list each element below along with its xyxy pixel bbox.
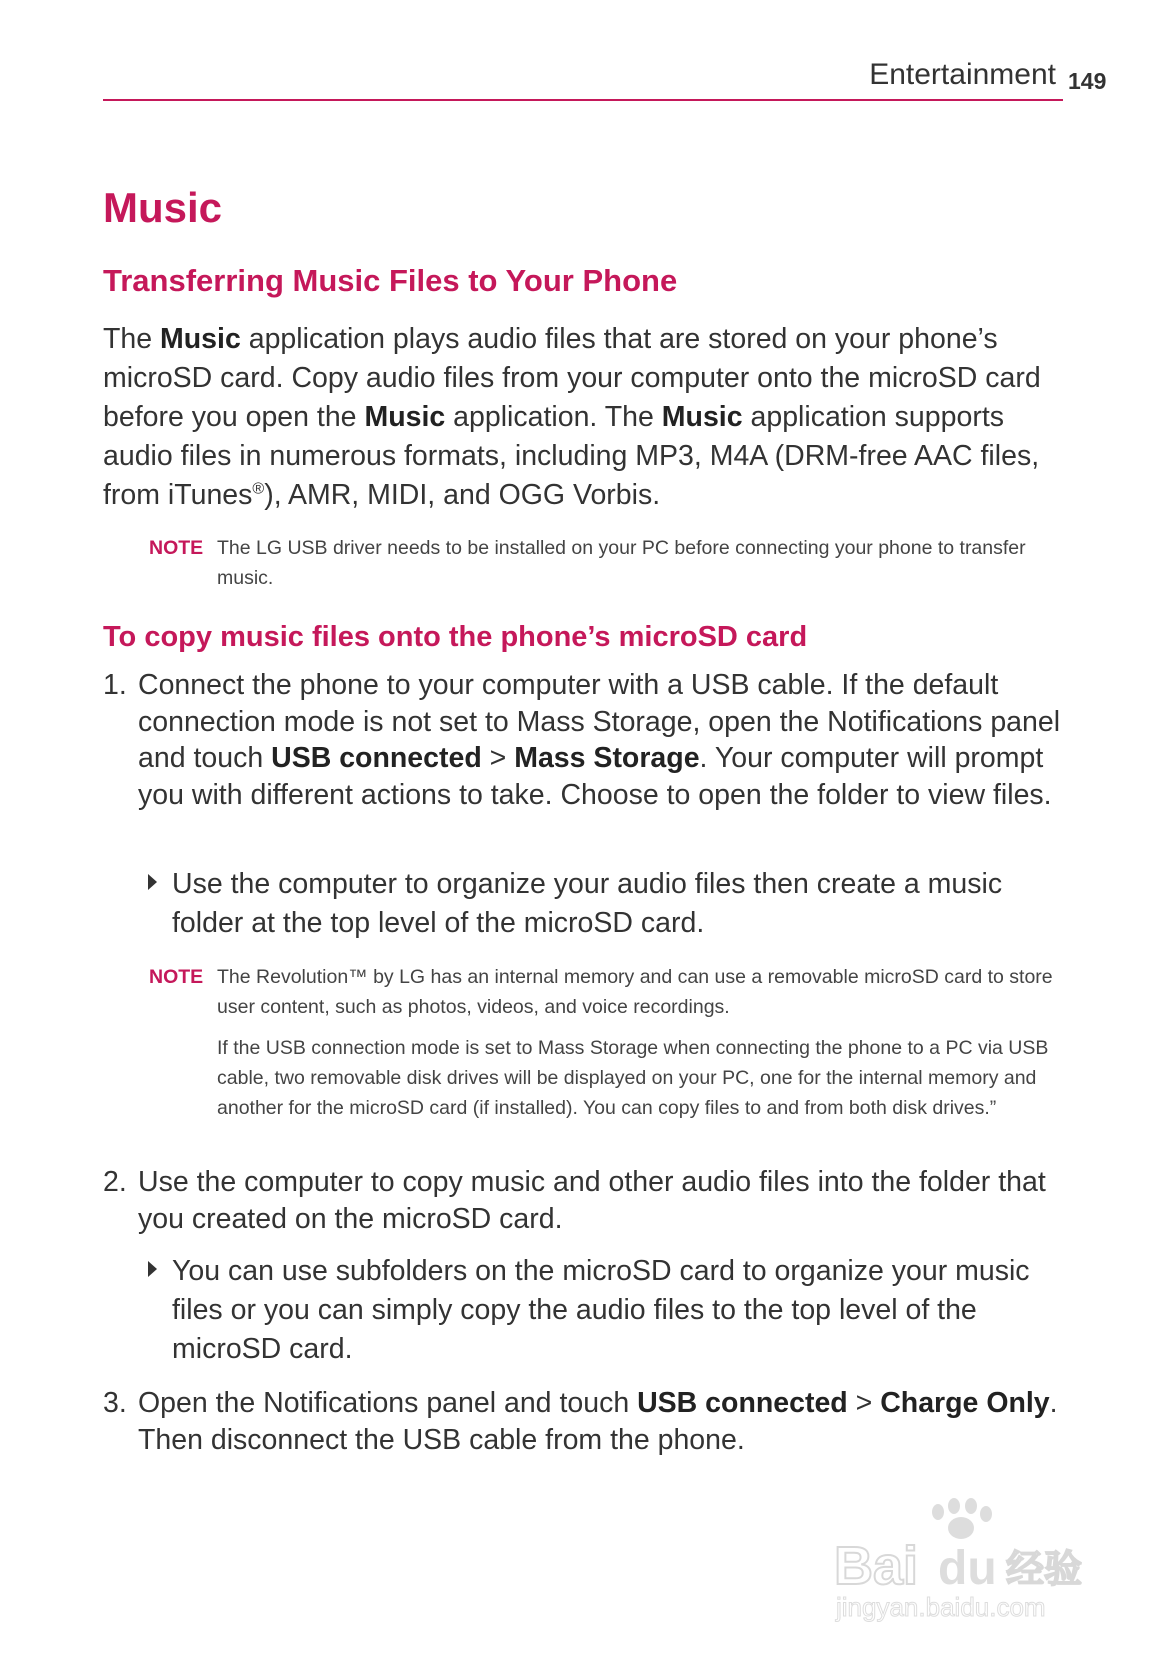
note-text-extra: If the USB connection mode is set to Mass Storage when connecting the phone to a PC via USB cable, two removable disk drives will be displayed on your PC, one for the internal memory and another for the microSD card (if installed). You can copy files to and from both disk drives.” bbox=[217, 1037, 1049, 1119]
step-number: 1. bbox=[103, 669, 127, 701]
note-text: The LG USB driver needs to be installed on your PC before connecting your phone to transfer music. bbox=[217, 537, 1026, 589]
step-number: 2. bbox=[103, 1166, 127, 1198]
section-heading: Transferring Music Files to Your Phone bbox=[103, 263, 678, 298]
step-text: Open the Notifications panel and touch USB connected > Charge Only. Then disconnect the USB cable from the phone. bbox=[138, 1387, 1058, 1456]
svg-text:经验: 经验 bbox=[1006, 1547, 1083, 1591]
music-app-name: Music bbox=[364, 401, 446, 433]
note-label: NOTE bbox=[149, 966, 204, 988]
page-number: 149 bbox=[1068, 68, 1107, 94]
page-title: Music bbox=[103, 184, 223, 231]
bullet-organize-files bbox=[148, 865, 1068, 943]
bullet-subfolders bbox=[148, 1252, 1068, 1369]
music-app-name: Music bbox=[661, 401, 743, 433]
header-divider bbox=[103, 99, 1063, 101]
svg-text:du: du bbox=[938, 1542, 997, 1595]
step-text: Connect the phone to your computer with a USB cable. If the default connection mode is not set to Mass Storage, open the Notifications panel and touch USB connected > Mass Storage. Your computer will prompt you with different actions to take. Choose to open the folder to view files. bbox=[138, 669, 1061, 811]
usb-connected-label: USB connected bbox=[271, 742, 482, 774]
step-3 bbox=[103, 1385, 1069, 1458]
step-text: Use the computer to copy music and other audio files into the folder that you created on the microSD card. bbox=[138, 1166, 1046, 1235]
mass-storage-label: Mass Storage bbox=[514, 742, 700, 774]
note-text: The Revolution™ by LG has an internal memory and can use a removable microSD card to store user content, such as photos, videos, and voice recordings. bbox=[217, 966, 1053, 1018]
note-usb-driver bbox=[149, 533, 1069, 593]
intro-paragraph: The Music application plays audio files that are stored on your phone’s microSD card. Copy audio files from your computer onto the microSD card before you open the Music application. The Music application supports audio files in numerous formats, including MP3, M4A (DRM-free AAC files, from iTunes®), AMR, MIDI, and OGG Vorbis. bbox=[103, 323, 1041, 511]
bullet-arrow-icon bbox=[148, 874, 157, 890]
usb-connected-label: USB connected bbox=[637, 1387, 848, 1419]
step-2 bbox=[103, 1164, 1069, 1237]
paw-icon bbox=[932, 1498, 992, 1539]
step-1 bbox=[103, 667, 1069, 813]
note-internal-memory bbox=[149, 962, 1069, 1123]
charge-only-label: Charge Only bbox=[880, 1387, 1050, 1419]
music-app-name: Music bbox=[160, 323, 241, 355]
bullet-text: You can use subfolders on the microSD card to organize your music files or you can simply copy the audio files to the top level of the microSD card. bbox=[172, 1255, 1030, 1365]
baidu-jingyan-watermark bbox=[826, 1498, 1096, 1626]
sub-heading: To copy music files onto the phone’s microSD card bbox=[103, 621, 808, 653]
note-label: NOTE bbox=[149, 537, 204, 559]
step-number: 3. bbox=[103, 1387, 127, 1419]
bullet-arrow-icon bbox=[148, 1261, 157, 1277]
svg-text:jingyan.baidu.com: jingyan.baidu.com bbox=[836, 1592, 1046, 1622]
running-header-title: Entertainment bbox=[869, 58, 1056, 91]
bullet-text: Use the computer to organize your audio files then create a music folder at the top level of the microSD card. bbox=[172, 868, 1003, 939]
registered-mark: ® bbox=[252, 480, 265, 498]
svg-text:Bai: Bai bbox=[834, 1536, 919, 1596]
